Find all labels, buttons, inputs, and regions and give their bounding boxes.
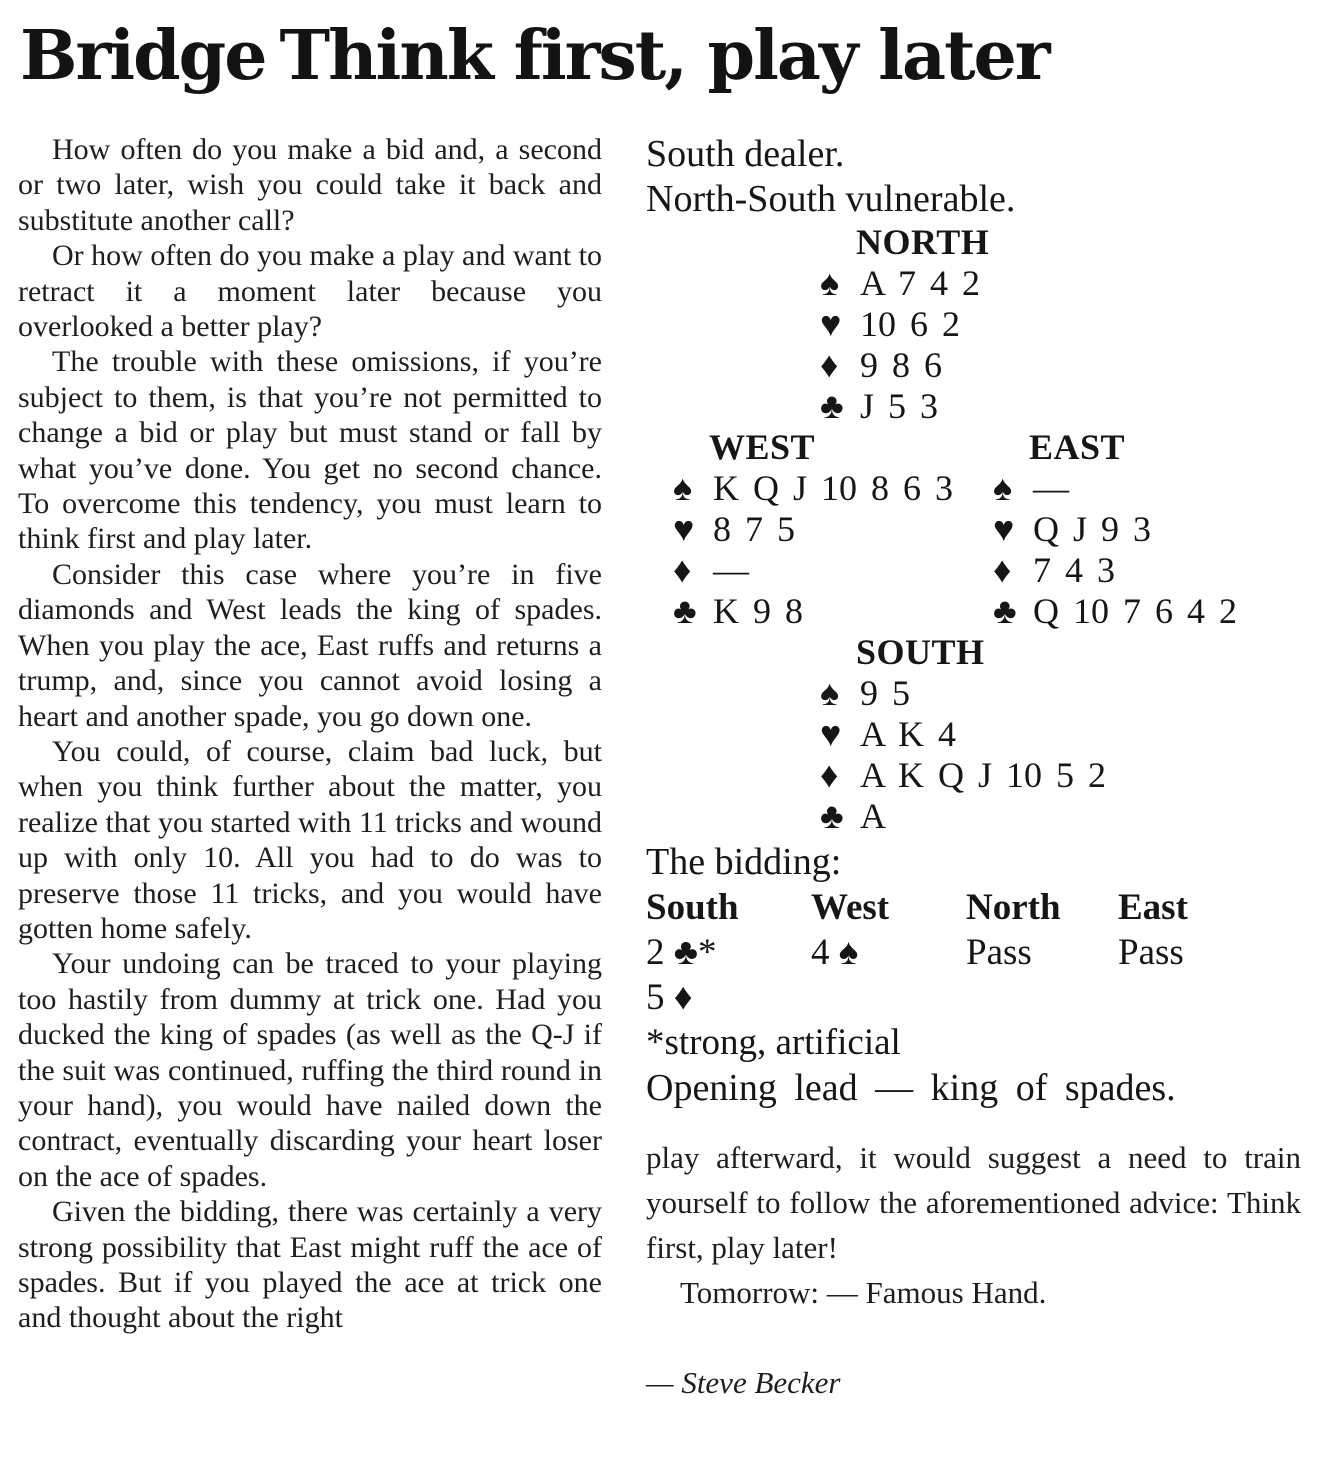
- bid-west-1: 4 ♠: [811, 932, 859, 973]
- diamond-icon: ♦: [673, 550, 692, 590]
- dealer-line: South dealer.: [646, 133, 845, 175]
- bidding-col-west: West: [811, 887, 890, 928]
- heart-icon: ♥: [673, 509, 695, 549]
- east-hearts-row: [993, 509, 1293, 550]
- east-clubs-cards: Q 10 7 6 4 2: [1033, 591, 1237, 631]
- north-hearts-row: [820, 304, 1301, 345]
- deal-meta: [646, 132, 1301, 222]
- south-spades-row: [820, 673, 1301, 714]
- south-clubs-row: [820, 796, 1301, 837]
- south-diamonds-row: [820, 755, 1301, 796]
- east-clubs-row: [993, 591, 1293, 632]
- east-label: EAST: [1029, 427, 1126, 467]
- west-east-hands: [646, 427, 1301, 632]
- article-headline: [20, 16, 1303, 96]
- west-spades-row: [673, 468, 993, 509]
- north-diamonds-cards: 9 8 6: [860, 345, 942, 385]
- column-kicker: Bridge: [20, 16, 266, 96]
- west-label: WEST: [709, 427, 816, 467]
- bid-south-2: 5 ♦: [646, 977, 693, 1018]
- opening-lead-line: Opening lead — king of spades.: [646, 1067, 1176, 1109]
- north-diamonds-row: [820, 345, 1301, 386]
- east-diamonds-cards: 7 4 3: [1033, 550, 1115, 590]
- paragraph-5: You could, of course, claim bad luck, but when you think further about the matter, you realize that you started with 11 tricks and wound up with only 10. All you had to do was to preserve those 11 tricks, and you would have gotten home safely.: [18, 734, 602, 945]
- continuation-paragraph: play afterward, it would suggest a need to train yourself to follow the aforementioned advice: Think first, play later!: [646, 1140, 1301, 1265]
- bid-east-2: [1118, 975, 1301, 1020]
- bidding-heading: The bidding:: [646, 841, 842, 883]
- south-hearts-row: [820, 714, 1301, 755]
- spade-icon: ♠: [993, 468, 1013, 508]
- bidding-col-east: East: [1118, 887, 1188, 928]
- spade-icon: ♠: [673, 468, 693, 508]
- west-diamonds-row: [673, 550, 993, 591]
- west-diamonds-cards: —: [713, 550, 749, 590]
- paragraph-3: The trouble with these omissions, if you’re subject to them, is that you’re not permitted to change a bid or play but must stand or fall by what you’ve done. You get no second chance. To overcome this tendency, you must learn to think first and play later.: [18, 345, 602, 556]
- headline-title: Think first, play later: [279, 16, 1049, 96]
- article-columns: [18, 132, 1303, 1403]
- paragraph-2: Or how often do you make a play and want to retract it a moment later because you overlooked a better play?: [18, 239, 602, 344]
- spade-icon: ♠: [820, 673, 840, 713]
- west-clubs-row: [673, 591, 993, 632]
- south-hand: [820, 632, 1301, 837]
- south-label: SOUTH: [856, 632, 985, 672]
- spade-icon: ♠: [820, 263, 840, 303]
- paragraph-4: Consider this case where you’re in five diamonds and West leads the king of spades. When you play the ace, East ruffs and returns a trump, and, since you cannot avoid losing a heart and another spade, you go down one.: [18, 557, 602, 733]
- north-hand: [820, 222, 1301, 427]
- bid-east-1: Pass: [1118, 932, 1184, 973]
- heart-icon: ♥: [993, 509, 1015, 549]
- east-hearts-cards: Q J 9 3: [1033, 509, 1152, 549]
- south-clubs-cards: A: [860, 796, 886, 836]
- club-icon: ♣: [820, 796, 844, 836]
- west-hand: [673, 427, 993, 632]
- heart-icon: ♥: [820, 714, 842, 754]
- west-hearts-row: [673, 509, 993, 550]
- diamond-icon: ♦: [820, 345, 839, 385]
- paragraph-1: How often do you make a bid and, a second or two later, wish you could take it back and substitute another call?: [18, 133, 602, 237]
- north-clubs-cards: J 5 3: [860, 386, 939, 426]
- north-spades-row: [820, 263, 1301, 304]
- bidding-col-north: North: [966, 887, 1061, 928]
- club-icon: ♣: [820, 386, 844, 426]
- north-clubs-row: [820, 386, 1301, 427]
- article-right-column: [646, 132, 1301, 1403]
- bid-north-2: [966, 975, 1118, 1020]
- diamond-icon: ♦: [820, 755, 839, 795]
- paragraph-7: Given the bidding, there was certainly a very strong possibility that East might ruff the ace of spades. But if you played the ace at trick one and thought about the right: [18, 1195, 602, 1335]
- club-icon: ♣: [993, 591, 1017, 631]
- vulnerability-line: North-South vulnerable.: [646, 178, 1016, 220]
- bidding-table: [646, 885, 1301, 1020]
- west-spades-cards: K Q J 10 8 6 3: [713, 468, 954, 508]
- diamond-icon: ♦: [993, 550, 1012, 590]
- south-hearts-cards: A K 4: [860, 714, 957, 754]
- club-icon: ♣: [673, 591, 697, 631]
- west-clubs-cards: K 9 8: [713, 591, 803, 631]
- bid-north-1: Pass: [966, 932, 1032, 973]
- bidding-col-south: South: [646, 887, 739, 928]
- article-left-column: [18, 132, 602, 1336]
- west-hearts-cards: 8 7 5: [713, 509, 795, 549]
- bid-south-1: 2 ♣*: [646, 932, 717, 973]
- east-hand: [993, 427, 1293, 632]
- north-hearts-cards: 10 6 2: [860, 304, 960, 344]
- author-byline: — Steve Becker: [646, 1365, 841, 1400]
- east-spades-cards: —: [1033, 468, 1069, 508]
- south-diamonds-cards: A K Q J 10 5 2: [860, 755, 1107, 795]
- tomorrow-line: Tomorrow: — Famous Hand.: [680, 1275, 1047, 1310]
- east-diamonds-row: [993, 550, 1293, 591]
- north-spades-cards: A 7 4 2: [860, 263, 981, 303]
- bid-west-2: [811, 975, 966, 1020]
- bidding-footnote: *strong, artificial: [646, 1022, 901, 1063]
- south-spades-cards: 9 5: [860, 673, 910, 713]
- paragraph-6: Your undoing can be traced to your playing too hastily from dummy at trick one. Had you ducked the king of spades (as well as the Q-J if the suit was continued, ruffing the third round in your hand), you would have nailed down the contract, eventually discarding your heart loser on the ace of spades.: [18, 947, 602, 1193]
- north-label: NORTH: [856, 222, 990, 262]
- east-spades-row: [993, 468, 1293, 509]
- heart-icon: ♥: [820, 304, 842, 344]
